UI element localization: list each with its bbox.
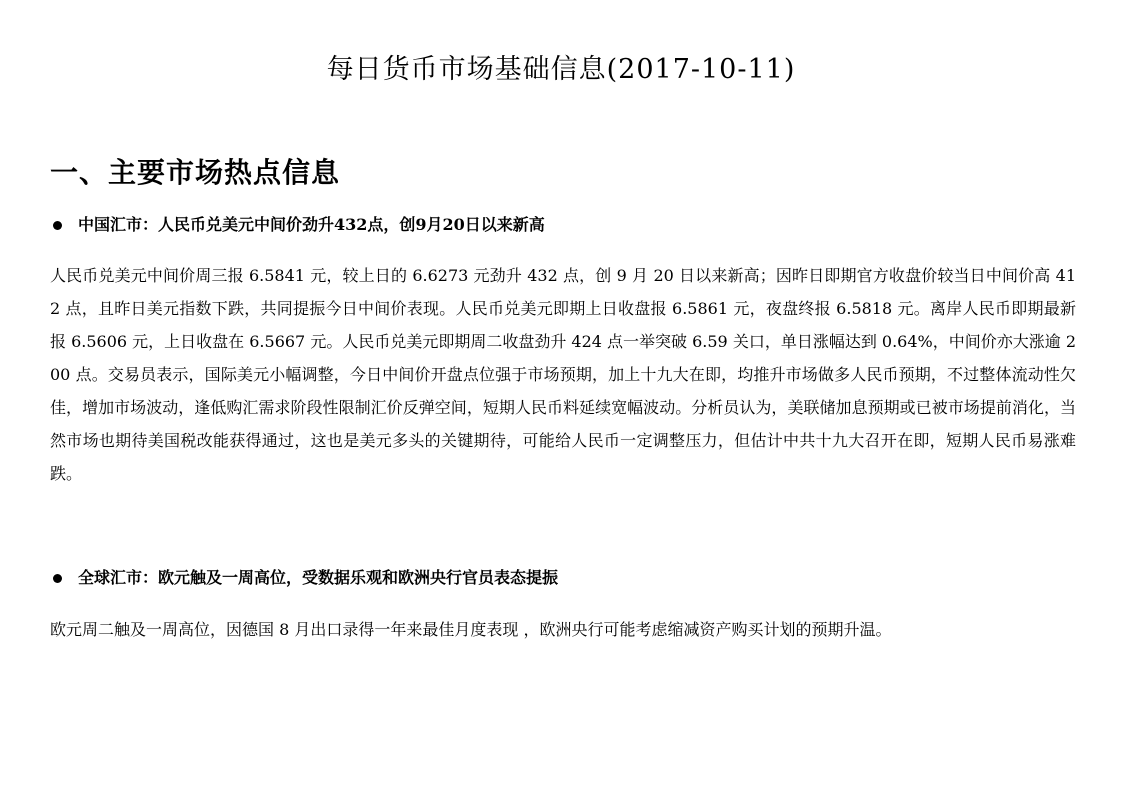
bullet-heading-text: 全球汇市：欧元触及一周高位，受数据乐观和欧洲央行官员表态提振: [78, 568, 559, 587]
paragraph-china-fx: 人民币兑美元中间价周三报 6.5841 元，较上日的 6.6273 元劲升 432 点，创 9 月 20 日以来新高；因昨日即期官方收盘价较当日中间价高 412 点，且昨日美元指数下跌，共同提振今日中间价表现。人民币兑美元即期上日收盘报 6.5861 元，夜盘终报 6.5818 元。离岸人民币即期最新报 6.5606 元，上日收盘在 6.5667 元。人民币兑美元即期周二收盘劲升 424 点一举突破 6.59 关口，单日涨幅达到 0.64%，中间价亦大涨逾 200 点。交易员表示，国际美元小幅调整，今日中间价开盘点位强于市场预期，加上十九大在即，均推升市场做多人民币预期，不过整体流动性欠佳，增加市场波动，逢低购汇需求阶段性限制汇价反弹空间，短期人民币料延续宽幅波动。分析员认为，美联储加息预期或已被市场提前消化，当然市场也期待美国税改能获得通过，这也是美元多头的关键期待，可能给人民币一定调整压力，但估计中共十九大召开在即，短期人民币易涨难跌。: [50, 266, 1077, 483]
paragraph-global-fx: 欧元周二触及一周高位，因德国 8 月出口录得一年来最佳月度表现 ，欧洲央行可能考虑缩减资产购买计划的预期升温。: [50, 620, 892, 639]
bullet-dot-icon: [53, 221, 62, 230]
bullet-dot-icon: [53, 574, 62, 583]
bullet-heading-china-fx: [50, 213, 545, 237]
bullet-heading-text: 中国汇市：人民币兑美元中间价劲升432点，创9月20日以来新高: [78, 215, 545, 234]
section-heading: 一、主要市场热点信息: [50, 156, 341, 189]
document-title: 每日货币市场基础信息(2017-10-11): [326, 54, 796, 85]
bullet-heading-global-fx: [50, 566, 558, 590]
